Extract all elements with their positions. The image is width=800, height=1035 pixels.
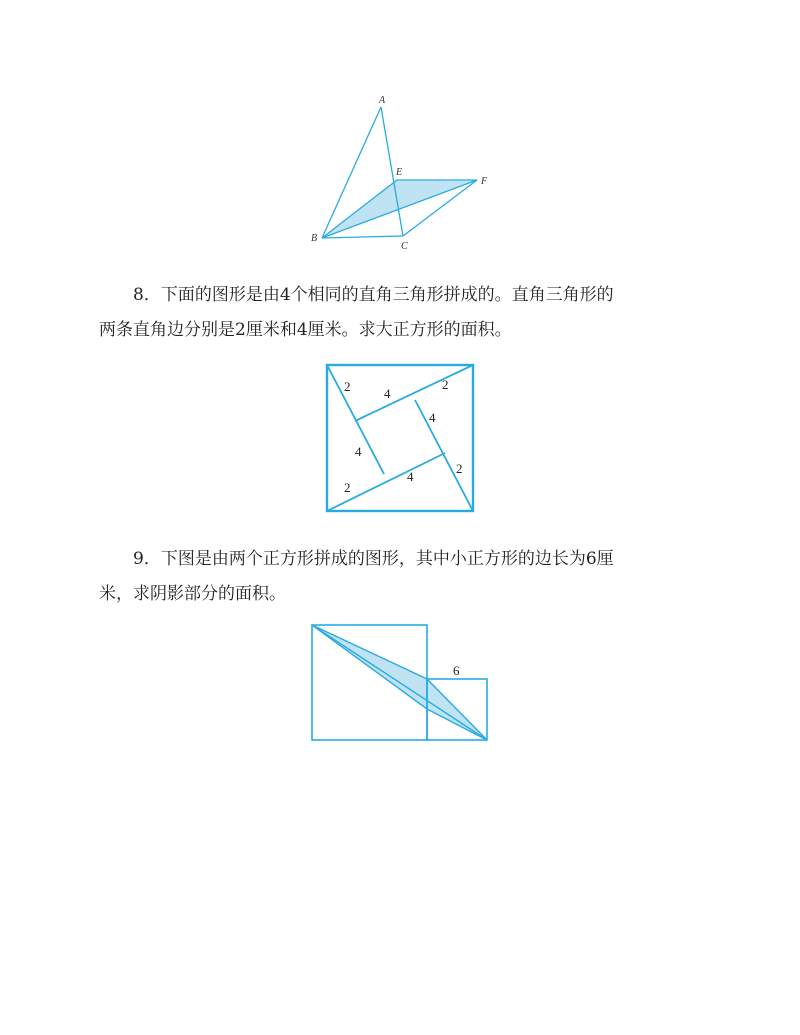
problem-9-line-1: 9．下图是由两个正方形拼成的图形，其中小正方形的边长为6厘 — [133, 549, 614, 569]
problem-8-line-1: 8．下面的图形是由4个相同的直角三角形拼成的。直角三角形的 — [133, 285, 614, 305]
label-bottom-4: 4 — [407, 469, 414, 484]
figure-two-squares — [305, 618, 495, 748]
point-label-e: E — [396, 167, 403, 178]
label-top-4: 4 — [384, 386, 391, 401]
label-tr-2: 2 — [442, 377, 449, 392]
label-left-4: 4 — [355, 444, 362, 459]
shaded-triangle-bef — [322, 180, 477, 238]
small-square-side-label: 6 — [453, 663, 460, 678]
point-label-b: B — [311, 233, 318, 244]
figure-triangle-bef — [300, 88, 500, 253]
label-right-4: 4 — [429, 410, 436, 425]
point-label-a: A — [379, 95, 386, 106]
problem-8-line-2: 两条直角边分别是2厘米和4厘米。求大正方形的面积。 — [99, 320, 512, 340]
problem-8 — [99, 278, 711, 348]
figure-pinwheel-square — [320, 358, 480, 518]
triangle-line-2 — [355, 365, 473, 421]
point-label-c: C — [401, 241, 408, 252]
figure2-svg — [320, 358, 480, 518]
problem-9-line-2: 米，求阴影部分的面积。 — [99, 584, 286, 604]
problem-9 — [99, 542, 711, 612]
label-bl-2: 2 — [344, 480, 351, 495]
label-tl-2: 2 — [344, 379, 351, 394]
figure3-svg — [305, 618, 495, 748]
diagonal-line — [312, 625, 487, 740]
point-label-f: F — [481, 176, 488, 187]
label-right-2: 2 — [456, 461, 463, 476]
segment-bc — [322, 236, 403, 238]
triangle-line-3 — [415, 400, 473, 511]
figure1-svg — [300, 88, 500, 253]
